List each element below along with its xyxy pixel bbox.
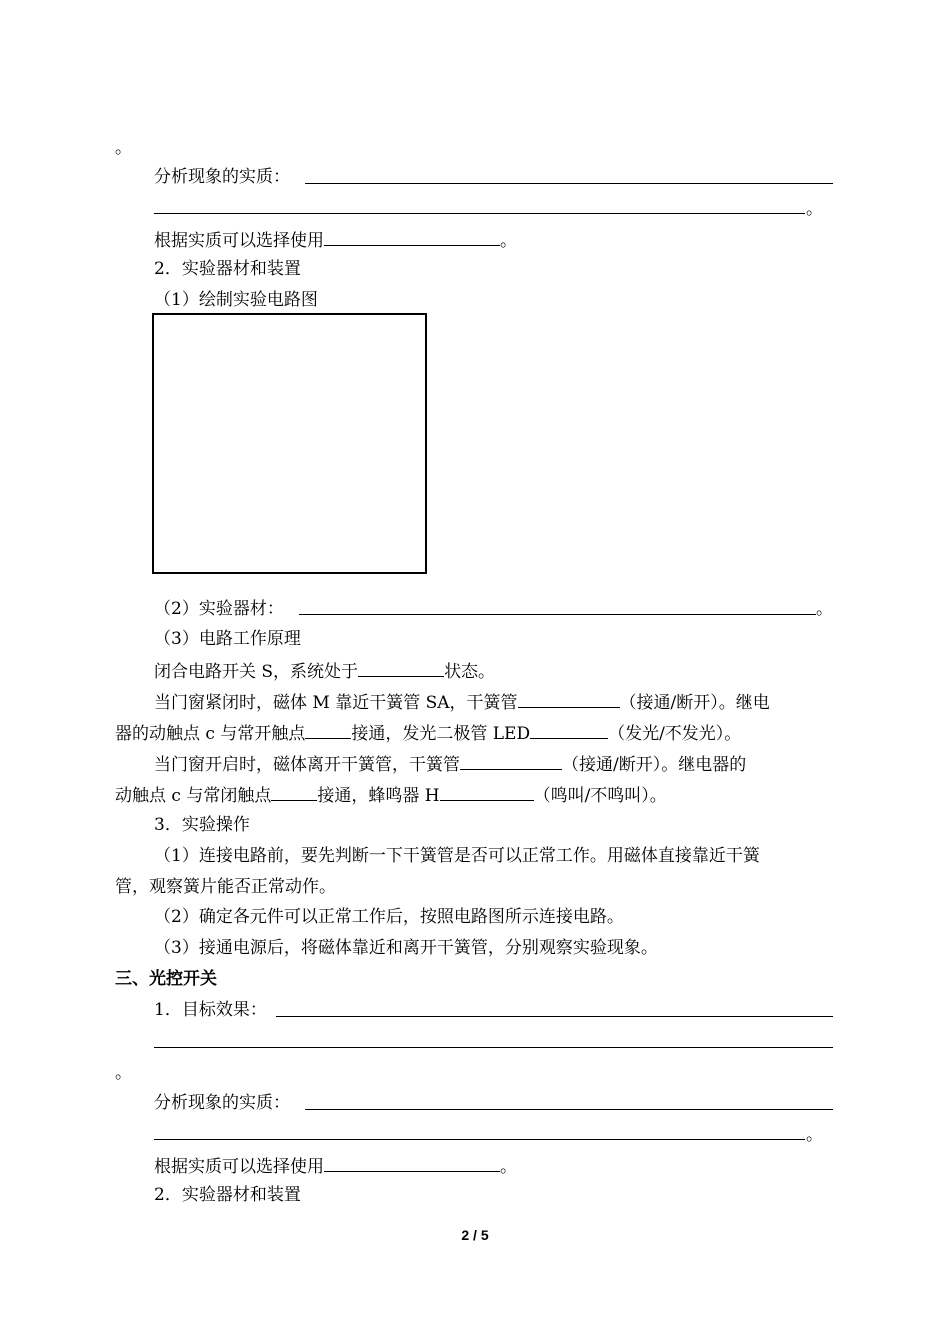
choose-end-2: 。 xyxy=(500,1157,517,1177)
principle-close-text-end: 状态。 xyxy=(444,662,496,682)
door-open-text-end: （接通/断开）。继电器的 xyxy=(562,755,747,775)
analysis-label-2: 分析现象的实质： xyxy=(154,1093,290,1113)
operation-3: （3）接通电源后，将磁体靠近和离开干簧管，分别观察实验现象。 xyxy=(154,938,658,958)
page-number: 2 / 5 xyxy=(461,1227,489,1243)
door-open-text: 当门窗开启时，磁体离开干簧管，干簧管 xyxy=(154,755,460,775)
door-closed2-text-end: （发光/不发光）。 xyxy=(608,724,742,744)
continuation-period: 。 xyxy=(115,138,132,158)
materials-end: 。 xyxy=(816,599,833,619)
closed-contact-blank[interactable] xyxy=(271,783,317,801)
door-closed-text: 当门窗紧闭时，磁体 M 靠近干簧管 SA，干簧管 xyxy=(154,693,518,713)
reed-state-open-blank[interactable] xyxy=(460,752,562,770)
choose-blank-2[interactable] xyxy=(324,1154,500,1172)
choose-label-2: 根据实质可以选择使用 xyxy=(154,1157,324,1177)
goal-end-period: 。 xyxy=(115,1063,132,1083)
choose-blank[interactable] xyxy=(324,228,500,246)
door-open2-text-end: （鸣叫/不鸣叫）。 xyxy=(533,786,667,806)
operation-1-line-2: 管，观察簧片能否正常动作。 xyxy=(115,877,336,897)
door-closed2-text: 器的动触点 c 与常开触点 xyxy=(115,724,306,744)
analysis-label: 分析现象的实质： xyxy=(154,167,290,187)
system-state-blank[interactable] xyxy=(358,659,444,677)
reed-state-closed-blank[interactable] xyxy=(518,690,620,708)
analysis-end-period: 。 xyxy=(806,199,823,219)
light-switch-heading: 三、光控开关 xyxy=(115,969,217,989)
operations-heading: 3．实验操作 xyxy=(154,815,250,835)
goal-blank-line-2[interactable] xyxy=(154,1047,833,1048)
door-open-line-2 xyxy=(115,783,667,807)
equipment-heading: 2．实验器材和装置 xyxy=(154,259,301,279)
analysis-2-blank-line-2[interactable] xyxy=(154,1139,805,1140)
door-open-line xyxy=(154,752,746,776)
choose-line-2 xyxy=(154,1154,517,1178)
choose-line xyxy=(154,228,517,252)
door-closed-text-end: （接通/断开）。继电 xyxy=(619,693,770,713)
circuit-drawing-box[interactable] xyxy=(152,313,427,574)
operation-2: （2）确定各元件可以正常工作后，按照电路图所示连接电路。 xyxy=(154,907,624,927)
door-closed-line-2 xyxy=(115,721,741,745)
led-state-blank[interactable] xyxy=(530,721,608,739)
choose-end: 。 xyxy=(500,231,517,251)
equipment-heading-2: 2．实验器材和装置 xyxy=(154,1185,301,1205)
analysis-2-end-period: 。 xyxy=(806,1125,823,1145)
door-closed-line xyxy=(154,690,770,714)
principle-label: （3）电路工作原理 xyxy=(154,629,301,649)
materials-label: （2）实验器材： xyxy=(154,599,284,619)
principle-close-line xyxy=(154,659,495,683)
principle-close-text: 闭合电路开关 S，系统处于 xyxy=(154,662,359,682)
analysis-blank-line-1[interactable] xyxy=(305,183,833,184)
door-open2-text-mid: 接通，蜂鸣器 H xyxy=(317,786,440,806)
analysis-blank-line-2[interactable] xyxy=(154,213,805,214)
materials-blank-line[interactable] xyxy=(299,614,816,615)
door-closed2-text-mid: 接通，发光二极管 LED xyxy=(351,724,531,744)
choose-label: 根据实质可以选择使用 xyxy=(154,231,324,251)
door-open2-text: 动触点 c 与常闭触点 xyxy=(115,786,272,806)
analysis-2-blank-line-1[interactable] xyxy=(305,1109,833,1110)
buzzer-state-blank[interactable] xyxy=(440,783,534,801)
goal-blank-line-1[interactable] xyxy=(276,1016,833,1017)
operation-1-line-1: （1）连接电路前，要先判断一下干簧管是否可以正常工作。用磁体直接靠近干簧 xyxy=(154,846,760,866)
open-contact-blank[interactable] xyxy=(305,721,351,739)
draw-circuit-label: （1）绘制实验电路图 xyxy=(154,290,318,310)
goal-label: 1．目标效果： xyxy=(154,1000,267,1020)
